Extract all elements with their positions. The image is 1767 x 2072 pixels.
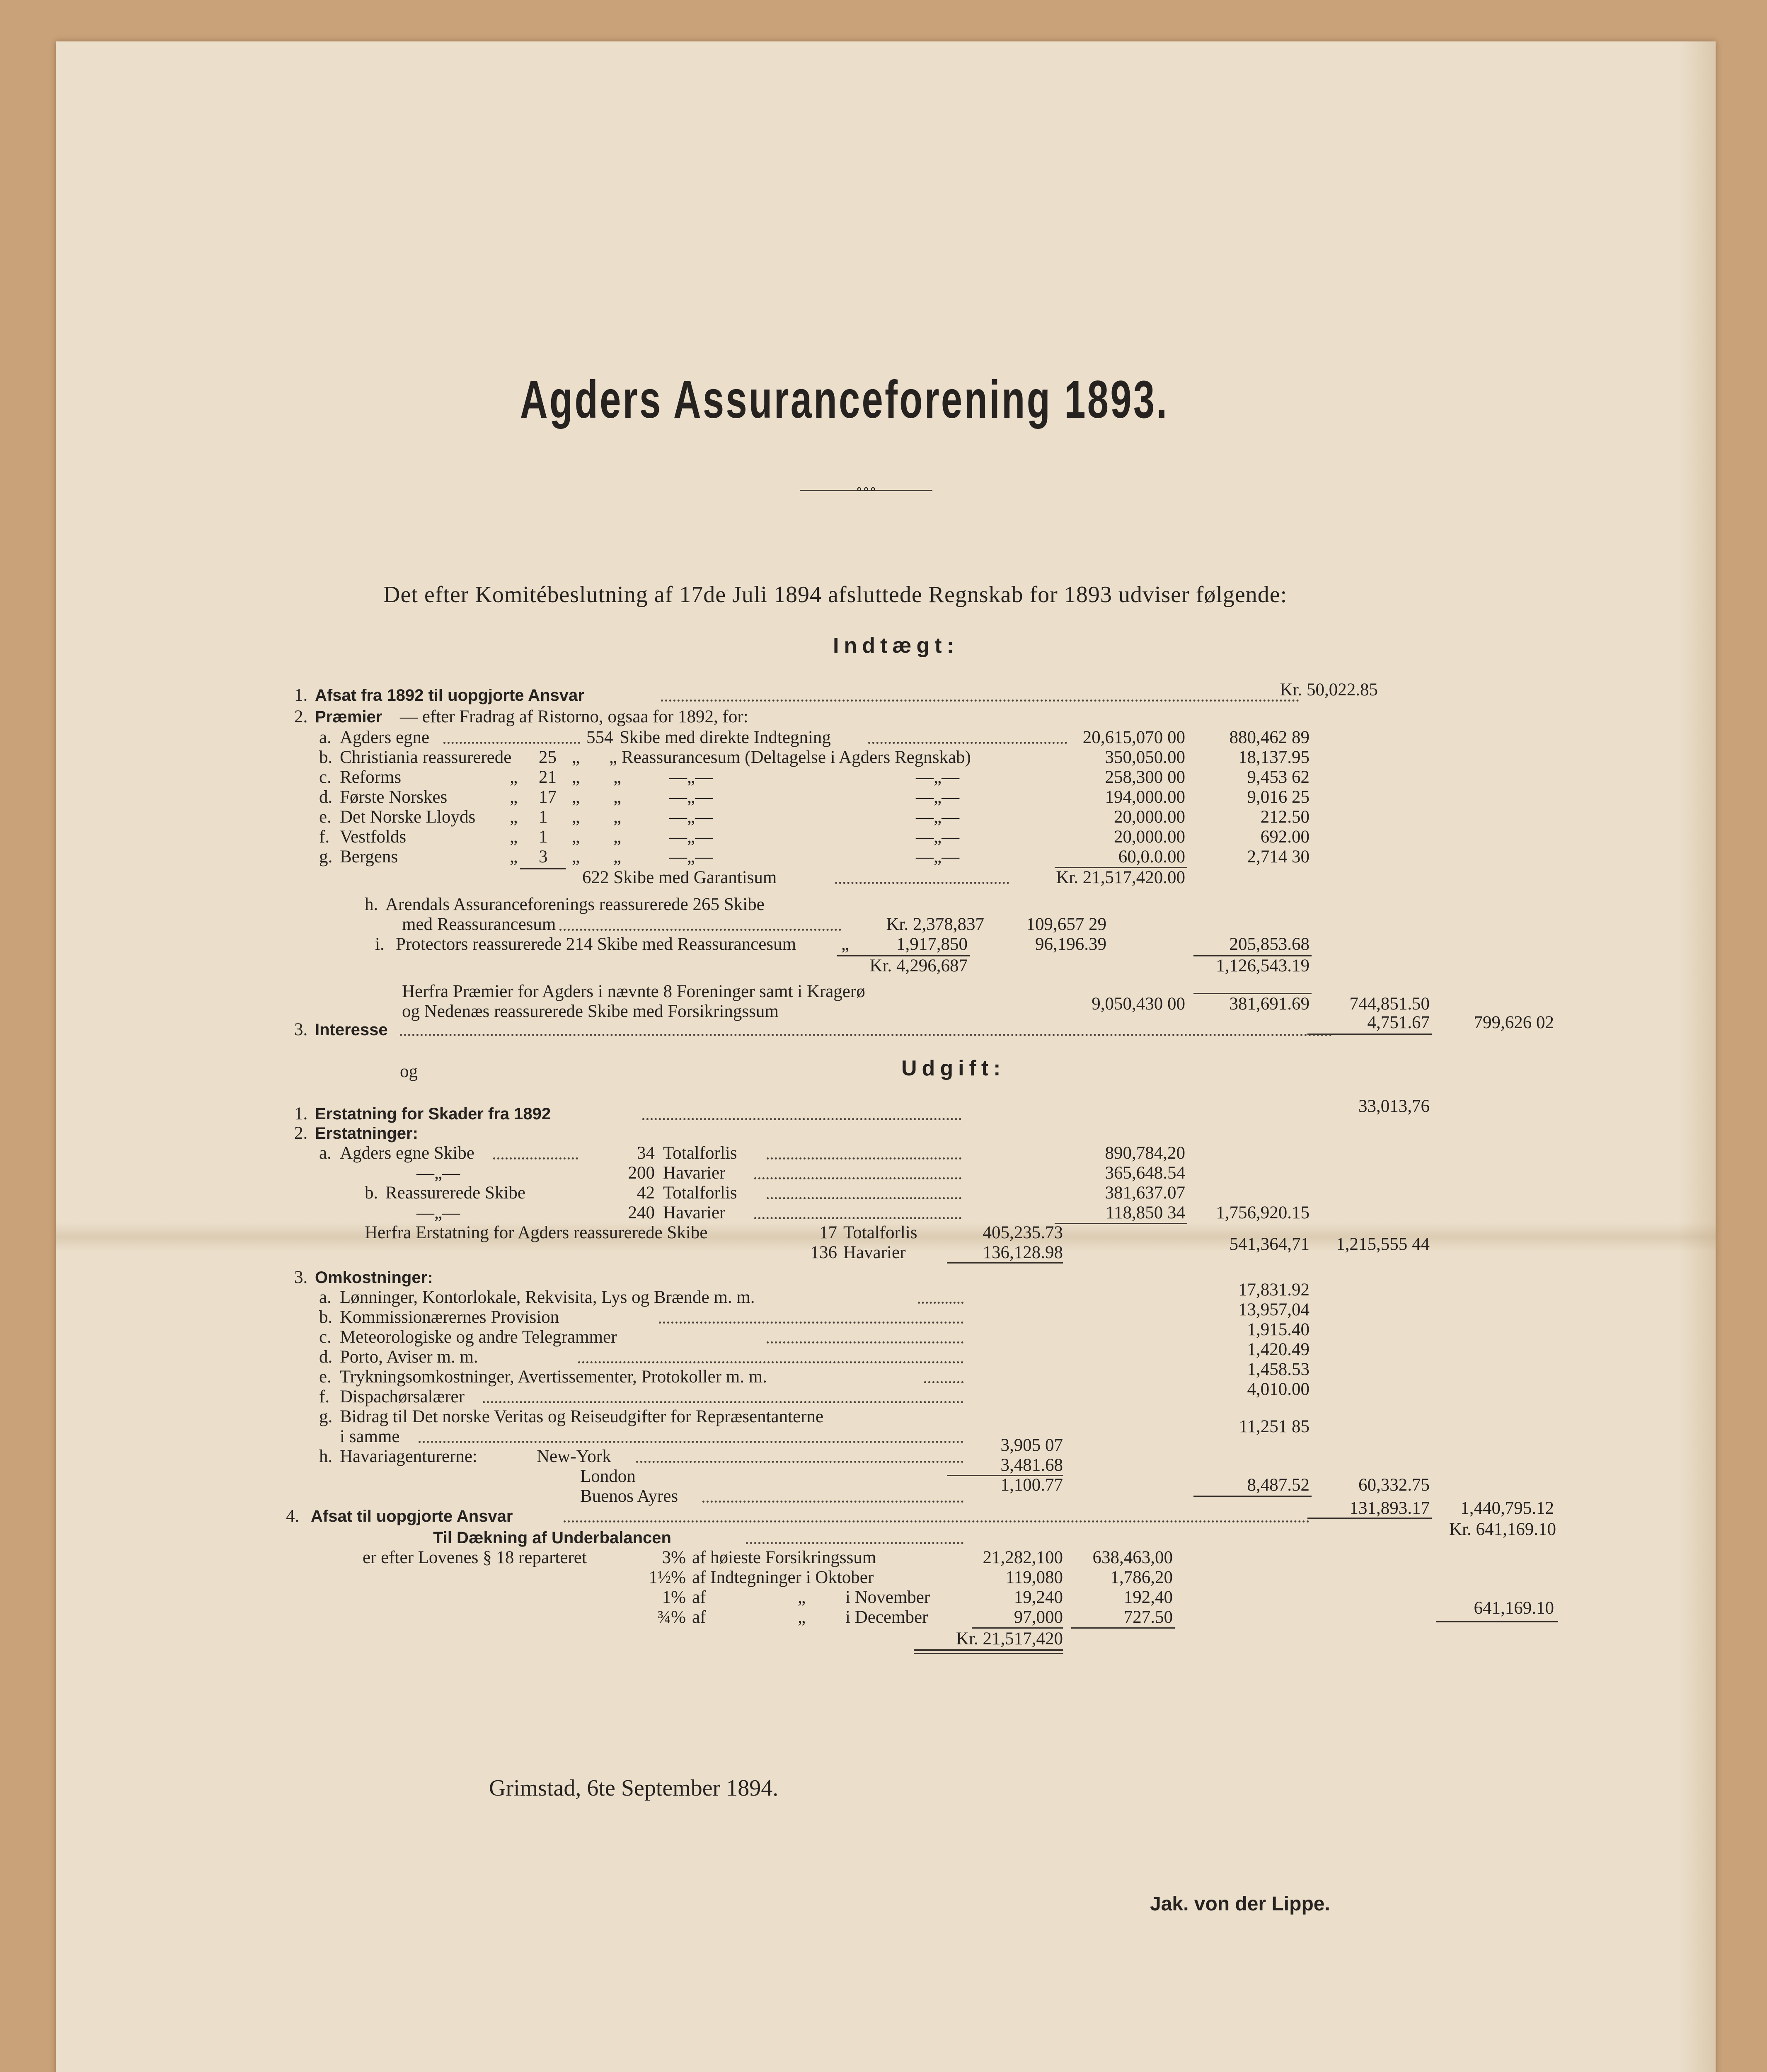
income-line-2-label: Præmier [315, 708, 382, 726]
leader-dots [702, 1501, 963, 1503]
loss-count: 42 [637, 1183, 655, 1203]
underbalance-label: Til Dækning af Underbalancen [433, 1529, 671, 1547]
cost-text: Meteorologiske og andre Telegrammer [340, 1327, 617, 1347]
rule [520, 868, 566, 869]
income-line-2-num: 2. [294, 707, 308, 726]
leader-dots [924, 1381, 963, 1383]
expense-line-1-label: Erstatning for Skader fra 1892 [315, 1105, 551, 1123]
loss-type: Totalforlis [843, 1223, 917, 1242]
row-dash: —„— [916, 787, 960, 807]
repartition-amount: 638,463,00 [1092, 1548, 1173, 1567]
reserve-amount: 131,893.17 [1349, 1498, 1430, 1518]
cost-amount: 13,957,04 [1238, 1300, 1310, 1319]
row-sum: 20,615,070 00 [1082, 728, 1185, 747]
agency-city: London [580, 1467, 636, 1486]
row-ditto: „ [510, 827, 518, 847]
loss-amount: 405,235.73 [983, 1223, 1063, 1242]
expense-total: 1,440,795.12 [1460, 1498, 1554, 1518]
leader-dots [578, 1361, 963, 1363]
subtotal-total: 1,126,543.19 [1216, 956, 1310, 975]
row-ditto: „ [572, 787, 580, 807]
row-letter: a. [319, 1288, 332, 1307]
row-desc: Skibe med direkte Indtegning [620, 728, 831, 747]
row-sum: 350,050.00 [1105, 748, 1185, 767]
agency-amount: 3,481.68 [1000, 1455, 1063, 1475]
reassured-ships-label: Reassurerede Skibe [385, 1183, 525, 1203]
damage-amount: 118,850 34 [1106, 1203, 1185, 1222]
og-text: og [400, 1062, 418, 1081]
herfra-expense-total: 541,364,71 [1229, 1234, 1310, 1254]
leader-dots [868, 742, 1067, 744]
rule [1307, 1034, 1432, 1035]
row-letter: h. [365, 895, 378, 914]
row-ships: 1 [539, 827, 548, 847]
agders-ships-label: Agders egne Skibe [340, 1143, 474, 1163]
row-letter: g. [319, 847, 333, 867]
row-premium: 18,137.95 [1238, 748, 1310, 767]
income-line-3-num: 3. [294, 1020, 308, 1039]
leader-dots [767, 1341, 963, 1343]
agencies-label: Havariagenturerne: [340, 1447, 477, 1466]
row-ditto: „ [510, 847, 518, 867]
signature: Jak. von der Lippe. [1150, 1893, 1330, 1915]
row-premium: 9,016 25 [1247, 787, 1310, 807]
leader-dots [559, 929, 841, 931]
row-name: Reforms [340, 767, 402, 787]
loss-type: Totalforlis [663, 1183, 737, 1203]
expense-line-3-num: 3. [294, 1268, 308, 1287]
row-letter: e. [319, 1367, 332, 1387]
row-name: Vestfolds [340, 827, 407, 847]
leader-dots [636, 1461, 963, 1463]
rule [1307, 1518, 1432, 1519]
expense-line-4-num: 4. [286, 1506, 300, 1526]
intro-text: Det efter Komitébeslutning af 17de Juli 1894 afsluttede Regnskab for 1893 udviser følgende: [383, 582, 1288, 608]
leader-dots [419, 1441, 963, 1443]
rule [1055, 1223, 1187, 1224]
cost-amount: 1,458.53 [1247, 1360, 1310, 1379]
underbalance-amount: Kr. 641,169.10 [1449, 1520, 1556, 1539]
row-desc: „ [613, 767, 622, 787]
rule [947, 1475, 1063, 1476]
income-line-1-num: 1. [294, 685, 308, 705]
row-ditto: „ [572, 767, 580, 787]
row-ditto: „ [510, 787, 518, 807]
costs-total: 60,332.75 [1358, 1475, 1430, 1495]
row-letter: h. [319, 1447, 333, 1466]
damage-type: Havarier [843, 1243, 906, 1262]
row-letter: d. [319, 1347, 333, 1367]
expense-line-2-num: 2. [294, 1123, 308, 1143]
leader-dots [767, 1197, 961, 1199]
protector-text: Protectors reassurerede 214 Skibe med Reassurancesum [396, 934, 796, 954]
damage-amount: 136,128.98 [983, 1243, 1063, 1262]
row-letter: b. [365, 1183, 378, 1203]
cost-amount: 17,831.92 [1238, 1280, 1310, 1300]
row-sum: 20,000.00 [1114, 807, 1185, 827]
arendal-line-2: med Reassurancesum [402, 915, 556, 934]
row-ships: 3 [539, 847, 548, 867]
row-dash: —„— [916, 767, 960, 787]
title-ornament: ∘∘∘ [855, 482, 876, 497]
agencies-total: 8,487.52 [1247, 1475, 1310, 1495]
row-desc: „ [613, 827, 622, 847]
herfra-line-1: Herfra Præmier for Agders i nævnte 8 Foreninger samt i Kragerø [402, 982, 865, 1001]
income-line-3-label: Interesse [315, 1021, 388, 1039]
income-total: 799,626 02 [1474, 1013, 1554, 1032]
row-desc: „ [613, 847, 622, 867]
leader-dots [564, 1520, 1310, 1523]
row-ditto: „ [798, 1588, 806, 1607]
row-dash: —„— [916, 827, 960, 847]
expense-line-2-label: Erstatninger: [315, 1124, 418, 1143]
row-letter: a. [319, 728, 332, 747]
protector-premium: 96,196.39 [1035, 934, 1106, 954]
income-line-1-amount: Kr. 50,022.85 [1280, 680, 1378, 700]
row-ditto: „ [841, 934, 850, 954]
row-dash: —„— [669, 767, 713, 787]
repartition-pct: 1½% [649, 1568, 686, 1587]
place-date: Grimstad, 6te September 1894. [489, 1775, 779, 1801]
subtotal-sum: Kr. 4,296,687 [869, 956, 968, 975]
row-letter: e. [319, 807, 332, 827]
cost-text: Trykningsomkostninger, Avertissementer, Protokoller m. m. [340, 1367, 767, 1387]
herfra-expense-text: Herfra Erstatning for Agders reassurerede Skibe [365, 1223, 708, 1242]
repartition-text: af [692, 1607, 706, 1627]
rule [1193, 1496, 1312, 1497]
rule [972, 1627, 1063, 1629]
repartition-text: af høieste Forsikringssum [692, 1548, 876, 1567]
row-sum: 60,0.0.00 [1118, 847, 1185, 867]
veritas-line-2: i samme [340, 1427, 400, 1446]
row-ships: 554 [586, 728, 613, 747]
income-line-2-rest: — efter Fradrag af Ristorno, ogsaa for 1892, for: [400, 707, 748, 726]
cost-amount: 1,420.49 [1247, 1340, 1310, 1359]
leader-dots [918, 1302, 963, 1304]
row-name: Det Norske Lloyds [340, 807, 476, 827]
paper-edge-shade [1678, 41, 1716, 2072]
interest-amount: 4,751.67 [1367, 1013, 1430, 1032]
row-dash: —„— [416, 1163, 460, 1183]
row-ditto: „ [510, 767, 518, 787]
repartition-intro: er efter Lovenes § 18 reparteret [363, 1548, 587, 1567]
cost-text: Lønninger, Kontorlokale, Rekvisita, Lys og Brænde m. m. [340, 1288, 755, 1307]
leader-dots [754, 1177, 961, 1179]
leader-dots [661, 700, 1299, 702]
row-sum: 258,300 00 [1105, 767, 1185, 787]
cost-amount: 4,010.00 [1247, 1380, 1310, 1399]
row-name: Bergens [340, 847, 398, 867]
underbalance-final: 641,169.10 [1474, 1598, 1554, 1618]
repartition-month: i December [845, 1607, 928, 1627]
arendal-sum: Kr. 2,378,837 [886, 915, 984, 934]
repartition-sum: 97,000 [1014, 1607, 1063, 1627]
row-letter: c. [319, 1327, 332, 1347]
repartition-sum-total: Kr. 21,517,420 [956, 1629, 1063, 1648]
row-dash: —„— [916, 847, 960, 867]
row-desc: „ [613, 787, 622, 807]
leader-dots [754, 1217, 961, 1219]
cost-text: Dispachørsalærer [340, 1387, 465, 1406]
expense-line-1-amount: 33,013,76 [1358, 1097, 1430, 1116]
repartition-month: i November [845, 1588, 930, 1607]
leader-dots [767, 1157, 961, 1159]
herfra-sum: 9,050,430 00 [1092, 994, 1185, 1014]
row-ditto: „ [510, 807, 518, 827]
row-letter: a. [319, 1143, 332, 1163]
row-premium: 9,453 62 [1247, 767, 1310, 787]
repartition-text: af Indtegninger i Oktober [692, 1568, 874, 1587]
leader-dots [659, 1322, 963, 1324]
row-ditto: „ [572, 847, 580, 867]
row-desc: „ Reassurancesum (Deltagelse i Agders Regnskab) [609, 748, 971, 767]
leader-dots [493, 1157, 578, 1159]
agency-amount: 1,100.77 [1000, 1475, 1063, 1495]
double-rule [914, 1653, 1063, 1654]
arendal-premium: 109,657 29 [1026, 915, 1106, 934]
row-name: Første Norskes [340, 787, 448, 807]
row-dash: —„— [669, 787, 713, 807]
veritas-line-1: Bidrag til Det norske Veritas og Reiseudgifter for Repræsentanterne [340, 1407, 824, 1426]
leader-dots [642, 1118, 961, 1120]
damage-type: Havarier [663, 1163, 726, 1183]
damage-amount: 365,648.54 [1105, 1163, 1185, 1183]
row-letter: c. [319, 767, 332, 787]
row-ditto: „ [798, 1607, 806, 1627]
arendal-line-1: Arendals Assuranceforenings reassurerede 265 Skibe [385, 895, 765, 914]
row-ditto: „ [572, 807, 580, 827]
damage-count: 200 [628, 1163, 655, 1183]
leader-dots [483, 1401, 963, 1403]
row-dash: —„— [669, 827, 713, 847]
rule [1193, 993, 1312, 994]
row-desc: „ [613, 807, 622, 827]
loss-amount: 381,637.07 [1105, 1183, 1185, 1203]
loss-count: 17 [819, 1223, 837, 1242]
repartition-amount: 727.50 [1123, 1607, 1173, 1627]
row-sum: 194,000.00 [1105, 787, 1185, 807]
protector-total: 205,853.68 [1229, 934, 1310, 954]
loss-count: 34 [637, 1143, 655, 1163]
rule [1071, 1627, 1175, 1629]
garanti-amount: Kr. 21,517,420.00 [1056, 868, 1185, 887]
row-letter: g. [319, 1407, 333, 1426]
row-dash: —„— [669, 847, 713, 867]
agency-city: Buenos Ayres [580, 1486, 678, 1506]
damage-count: 240 [628, 1203, 655, 1222]
damage-type: Havarier [663, 1203, 726, 1222]
repartition-amount: 1,786,20 [1110, 1568, 1173, 1587]
row-premium: 692.00 [1260, 827, 1310, 847]
expense-line-1-num: 1. [294, 1104, 308, 1123]
protector-sum: 1,917,850 [896, 934, 968, 954]
rule [947, 1262, 1063, 1264]
income-line-1-label: Afsat fra 1892 til uopgjorte Ansvar [315, 686, 584, 704]
repartition-pct: 3% [662, 1548, 686, 1567]
row-dash: —„— [916, 807, 960, 827]
row-letter: d. [319, 787, 333, 807]
row-premium: 212.50 [1260, 807, 1310, 827]
row-dash: —„— [416, 1203, 460, 1222]
repartition-pct: ¾% [657, 1607, 686, 1627]
document-title: Agders Assuranceforening 1893. [520, 370, 1169, 429]
expense-line-3-label: Omkostninger: [315, 1268, 433, 1287]
row-premium: 880,462 89 [1229, 728, 1310, 747]
row-letter: i. [375, 934, 385, 954]
row-ships: 25 [539, 748, 557, 767]
row-letter: b. [319, 748, 333, 767]
document-sheet [56, 41, 1716, 2072]
veritas-amount: 11,251 85 [1239, 1417, 1310, 1436]
row-ditto: „ [572, 827, 580, 847]
cost-text: Porto, Aviser m. m. [340, 1347, 478, 1367]
row-premium: 2,714 30 [1247, 847, 1310, 867]
row-name: Christiania reassurerede [340, 748, 512, 767]
row-letter: f. [319, 1387, 330, 1406]
leader-dots [746, 1542, 963, 1544]
herfra-net: 744,851.50 [1349, 994, 1430, 1014]
claims-net: 1,215,555 44 [1336, 1234, 1430, 1254]
repartition-amount: 192,40 [1123, 1588, 1173, 1607]
repartition-sum: 119,080 [1005, 1568, 1063, 1587]
leader-dots [835, 882, 1009, 884]
row-ships: 1 [539, 807, 548, 827]
expense-heading: Udgift: [901, 1056, 1006, 1080]
herfra-line-2: og Nedenæs reassurerede Skibe med Forsikringssum [402, 1002, 779, 1021]
rule [1436, 1621, 1558, 1622]
income-heading: Indtægt: [833, 634, 959, 658]
expense-line-4-label: Afsat til uopgjorte Ansvar [311, 1507, 513, 1525]
row-letter: b. [319, 1307, 333, 1327]
repartition-sum: 19,240 [1014, 1588, 1063, 1607]
repartition-pct: 1% [662, 1588, 686, 1607]
cost-amount: 1,915.40 [1247, 1320, 1310, 1339]
leader-dots [400, 1034, 1332, 1036]
cost-text: Kommissionærernes Provision [340, 1307, 559, 1327]
row-ditto: „ [572, 748, 580, 767]
row-ships: 17 [539, 787, 557, 807]
garanti-text: 622 Skibe med Garantisum [582, 868, 777, 887]
double-rule [914, 1649, 1063, 1651]
damage-count: 136 [810, 1243, 837, 1262]
claims-total: 1,756,920.15 [1216, 1203, 1310, 1222]
loss-type: Totalforlis [663, 1143, 737, 1163]
leader-dots [443, 742, 580, 744]
loss-amount: 890,784,20 [1105, 1143, 1185, 1163]
herfra-premium: 381,691.69 [1229, 994, 1310, 1014]
agency-city: New-York [537, 1447, 611, 1466]
repartition-text: af [692, 1588, 706, 1607]
row-sum: 20,000.00 [1114, 827, 1185, 847]
row-name: Agders egne [340, 728, 430, 747]
agency-amount: 3,905 07 [1000, 1435, 1063, 1455]
row-dash: —„— [669, 807, 713, 827]
repartition-sum: 21,282,100 [983, 1548, 1063, 1567]
row-ships: 21 [539, 767, 557, 787]
row-letter: f. [319, 827, 330, 847]
